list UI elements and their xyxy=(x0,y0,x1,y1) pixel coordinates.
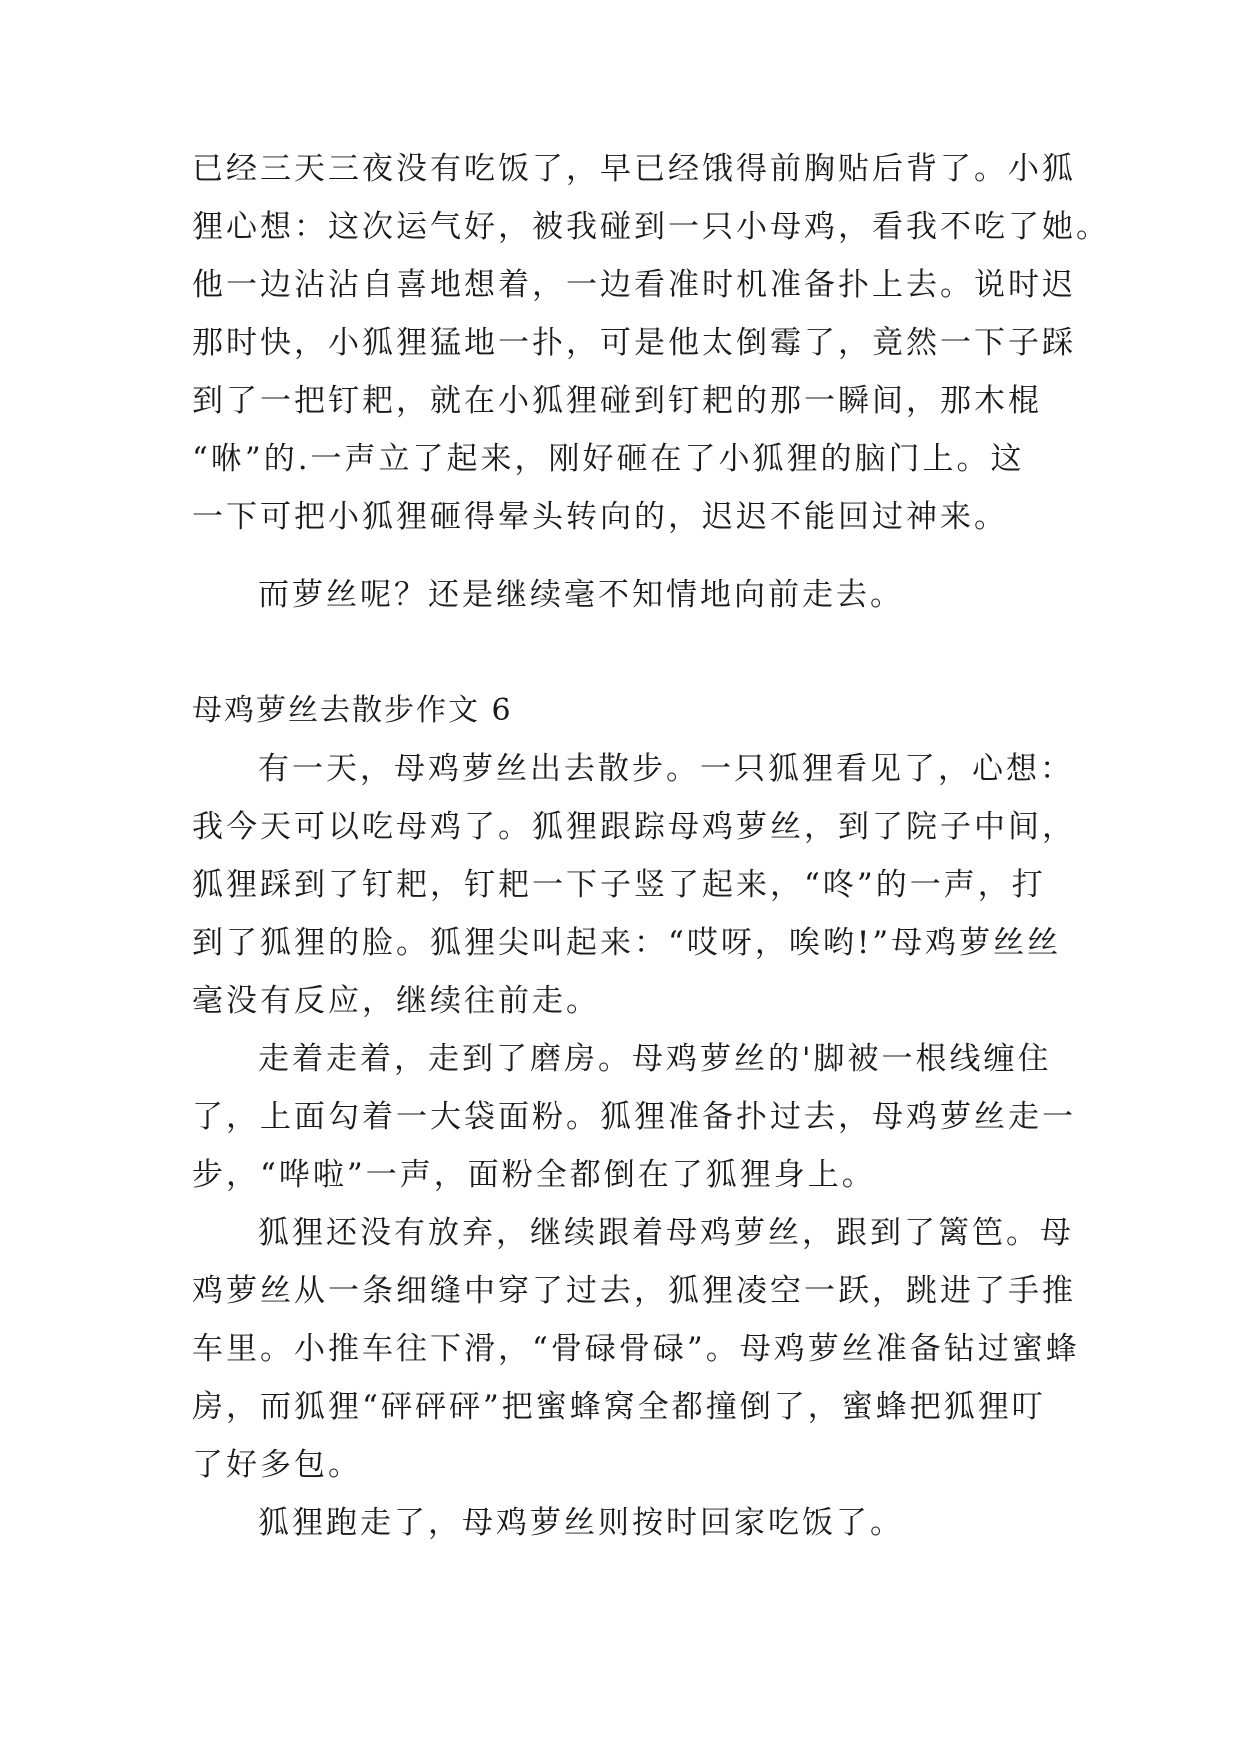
text-line: 已经三天三夜没有吃饭了，早已经饿得前胸贴后背了。小狐 xyxy=(192,151,1076,187)
text-line: 步，“哗啦”一声，面粉全都倒在了狐狸身上。 xyxy=(192,1157,876,1193)
text-line: 鸡萝丝从一条细缝中穿了过去，狐狸凌空一跃，跳进了手推 xyxy=(192,1273,1076,1309)
text-line: 有一天，母鸡萝丝出去散步。一只狐狸看见了，心想： xyxy=(258,751,1074,787)
text-line: 车里。小推车往下滑，“骨碌骨碌”。母鸡萝丝准备钻过蜜蜂 xyxy=(192,1331,1080,1367)
text-line: 狐狸踩到了钉耙，钉耙一下子竖了起来，“咚”的一声，打 xyxy=(192,867,1046,903)
text-line: 狐狸还没有放弃，继续跟着母鸡萝丝，跟到了篱笆。母 xyxy=(258,1215,1074,1251)
text-line: 了，上面勾着一大袋面粉。狐狸准备扑过去，母鸡萝丝走一 xyxy=(192,1099,1076,1135)
text-line: 狸心想：这次运气好，被我碰到一只小母鸡，看我不吃了她。 xyxy=(192,209,1110,245)
text-line: 到了一把钉耙，就在小狐狸碰到钉耙的那一瞬间，那木棍 xyxy=(192,383,1042,419)
text-line: 一下可把小狐狸砸得晕头转向的，迟迟不能回过神来。 xyxy=(192,499,1008,535)
text-line: 我今天可以吃母鸡了。狐狸跟踪母鸡萝丝，到了院子中间， xyxy=(192,809,1076,845)
essay-paragraph-4 xyxy=(192,1494,1072,1552)
essay-paragraph-3 xyxy=(192,1204,1080,1494)
text-line: 了好多包。 xyxy=(192,1447,362,1483)
essay-paragraph-1 xyxy=(192,740,1076,1030)
essay-paragraph-2 xyxy=(192,1030,1076,1204)
text-line: 他一边沾沾自喜地想着，一边看准时机准备扑上去。说时迟 xyxy=(192,267,1076,303)
text-line: 到了狐狸的脸。狐狸尖叫起来：“哎呀，唉哟!”母鸡萝丝丝 xyxy=(192,925,1062,961)
text-line: 而萝丝呢？还是继续毫不知情地向前走去。 xyxy=(258,577,904,613)
section-heading: 母鸡萝丝去散步作文 6 xyxy=(192,693,513,728)
closing-paragraph xyxy=(192,566,1072,624)
text-line: 走着走着，走到了磨房。母鸡萝丝的'脚被一根线缠住 xyxy=(258,1041,1052,1077)
text-line: 那时快，小狐狸猛地一扑，可是他太倒霉了，竟然一下子踩 xyxy=(192,325,1076,361)
text-line: 房，而狐狸“砰砰砰”把蜜蜂窝全都撞倒了，蜜蜂把狐狸叮 xyxy=(192,1389,1046,1425)
text-line: 毫没有反应，继续往前走。 xyxy=(192,983,600,1019)
essay-heading-block xyxy=(192,682,1072,740)
text-line: 狐狸跑走了，母鸡萝丝则按时回家吃饭了。 xyxy=(258,1505,904,1541)
text-line: “咻”的.一声立了起来，刚好砸在了小狐狸的脑门上。这 xyxy=(192,441,1025,477)
continuation-paragraph xyxy=(192,140,1110,546)
